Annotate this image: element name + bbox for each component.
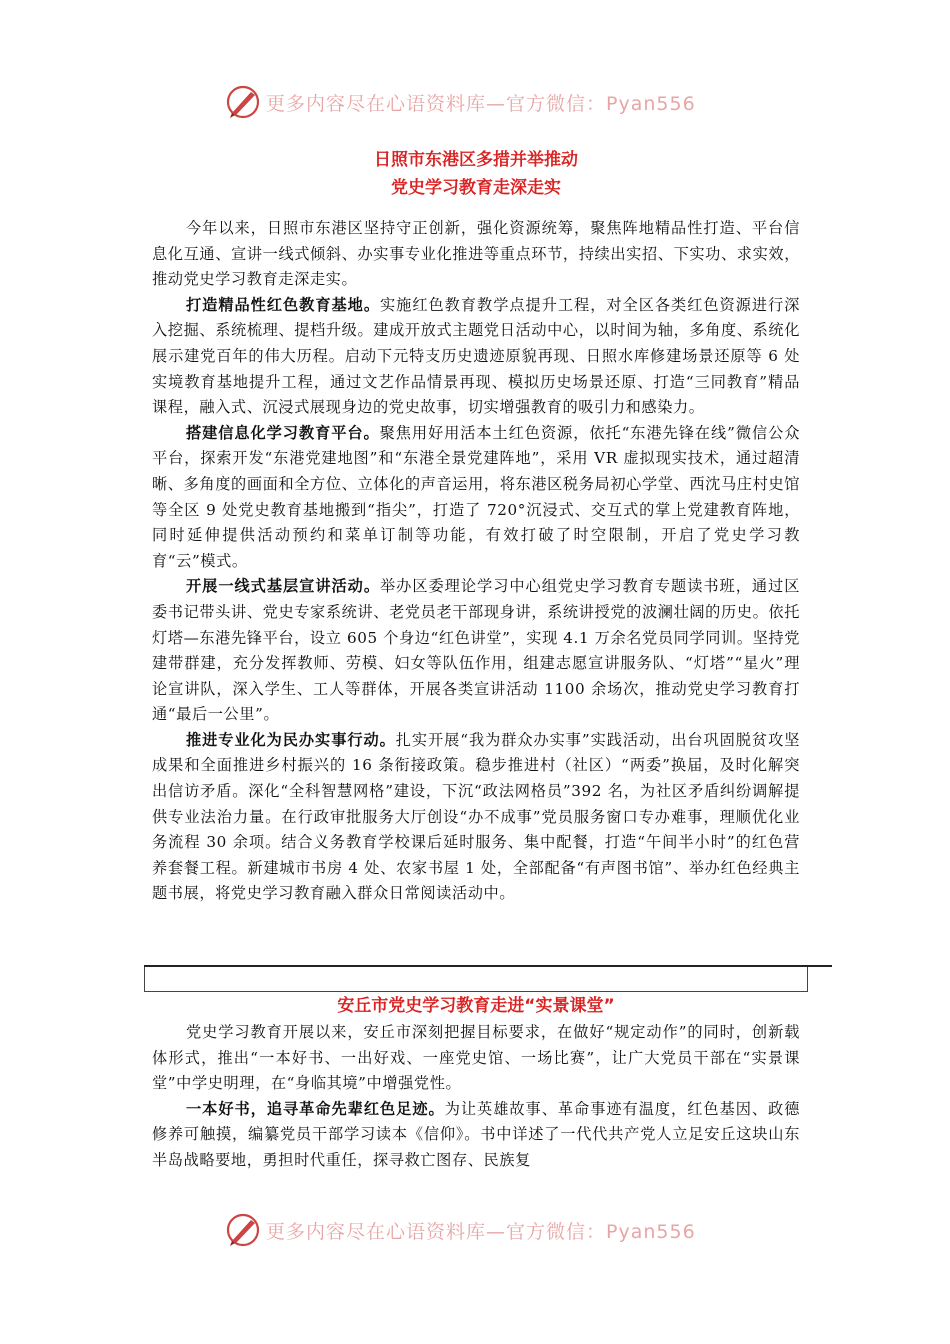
article-2-section — [152, 1097, 800, 1174]
article-1-intro: 今年以来，日照市东港区坚持守正创新，强化资源统筹，聚焦阵地精品性打造、平台信息化互通、宣讲一线式倾斜、办实事专业化推进等重点环节，持续出实招、下实功、求实效，推动党史学习教育走深走实。 — [152, 219, 800, 289]
article-1-section — [152, 293, 800, 421]
section-heading: 搭建信息化学习教育平台。 — [186, 423, 380, 442]
section-heading: 打造精品性红色教育基地。 — [186, 295, 381, 314]
article-1-body — [152, 216, 800, 907]
section-body: 聚焦用好用活本土红色资源，依托“东港先锋在线”微信公众平台，探索开发“东港党建地图”和“东港全景党建阵地”，采用 VR 虚拟现实技术，通过超清晰、多角度的画面和全方位、立体化的声音运用，将东港区税务局初心学堂、西沈马庄村史馆等全区 9 处党史教育基地搬到“指尖”，打造了 720°沉浸式、交互式的掌上党建教育阵地，同时延伸提供活动预约和菜单订制等功能，有效打破了时空限制，开启了党史学习教育“云”模式。 — [152, 423, 801, 570]
section-body: 举办区委理论学习中心组党史学习教育专题读书班，通过区委书记带头讲、党史专家系统讲、老党员老干部现身讲，系统讲授党的波澜壮阔的历史。依托灯塔—东港先锋平台，设立 605 个身边“红色讲堂”，实现 4.1 万余名党员同学同训。坚持党建带群建，充分发挥教师、劳模、妇女等队伍作用，组建志愿宣讲服务队、“灯塔”“星火”理论宣讲队，深入学生、工人等群体，开展各类宣讲活动 1100 余场次，推动党史学习教育打通“最后一公里”。 — [152, 577, 800, 724]
section-heading: 一本好书，追寻革命先辈红色足迹。 — [186, 1099, 445, 1118]
banner-text: 更多内容尽在心语资料库—官方微信：Pyan556 — [266, 92, 696, 115]
header-banner — [224, 82, 696, 122]
article-1-title-line-2: 党史学习教育走深走实 — [391, 178, 561, 198]
banner-text: 更多内容尽在心语资料库—官方微信：Pyan556 — [266, 1220, 696, 1243]
footer-banner — [224, 1210, 696, 1250]
article-1-title-line-1: 日照市东港区多措并举推动 — [374, 150, 578, 170]
section-body: 扎实开展“我为群众办实事”实践活动，出台巩固脱贫攻坚成果和全面推进乡村振兴的 16 条衔接政策。稳步推进村（社区）“两委”换届，及时化解突出信访矛盾。深化“全科智慧网格”建设，下沉“政法网格员”392 名，为社区矛盾纠纷调解提供专业法治力量。在行政审批服务大厅创设“办不成事”党员服务窗口专办难事，理顺优化业务流程 30 余项。结合义务教育学校课后延时服务、集中配餐，打造“午间半小时”的红色营养套餐工程。新建城市书房 4 处、农家书屋 1 处，全部配备“有声图书馆”、举办红色经典主题书展，将党史学习教育融入群众日常阅读活动中。 — [152, 730, 800, 903]
divider-box — [144, 967, 808, 992]
article-1 — [152, 146, 800, 202]
section-heading: 开展一线式基层宣讲活动。 — [186, 577, 381, 596]
article-1-section — [152, 728, 800, 907]
section-body: 实施红色教育教学点提升工程，对全区各类红色资源进行深入挖掘、系统梳理、提档升级。建成开放式主题党日活动中心，以时间为轴，多角度、系统化展示建党百年的伟大历程。启动下元特支历史遗迹原貌再现、日照水库修建场景还原等 6 处实境教育基地提升工程，通过文艺作品情景再现、模拟历史场景还原、打造“三同教育”精品课程，融入式、沉浸式展现身边的党史故事，切实增强教育的吸引力和感染力。 — [152, 295, 800, 417]
article-2-intro: 党史学习教育开展以来，安丘市深刻把握目标要求，在做好“规定动作”的同时，创新载体形式，推出“一本好书、一出好戏、一座党史馆、一场比赛”，让广大党员干部在“实景课堂”中学史明理，在“身临其境”中增强党性。 — [152, 1023, 800, 1093]
article-1-section — [152, 421, 800, 575]
section-body: 为让英雄故事、革命事迹有温度，红色基因、政德修养可触摸，编纂党员干部学习读本《信仰》。书中详述了一代代共产党人立足安丘这块山东半岛战略要地，勇担时代重任，探寻救亡图存、民族复 — [152, 1099, 800, 1169]
section-heading: 推进专业化为民办实事行动。 — [186, 730, 396, 749]
pen-logo-icon — [224, 83, 262, 121]
article-2-title: 安丘市党史学习教育走进“实景课堂” — [337, 996, 615, 1016]
pen-logo-icon — [224, 1211, 262, 1249]
article-1-section — [152, 574, 800, 728]
article-2 — [152, 992, 800, 1174]
